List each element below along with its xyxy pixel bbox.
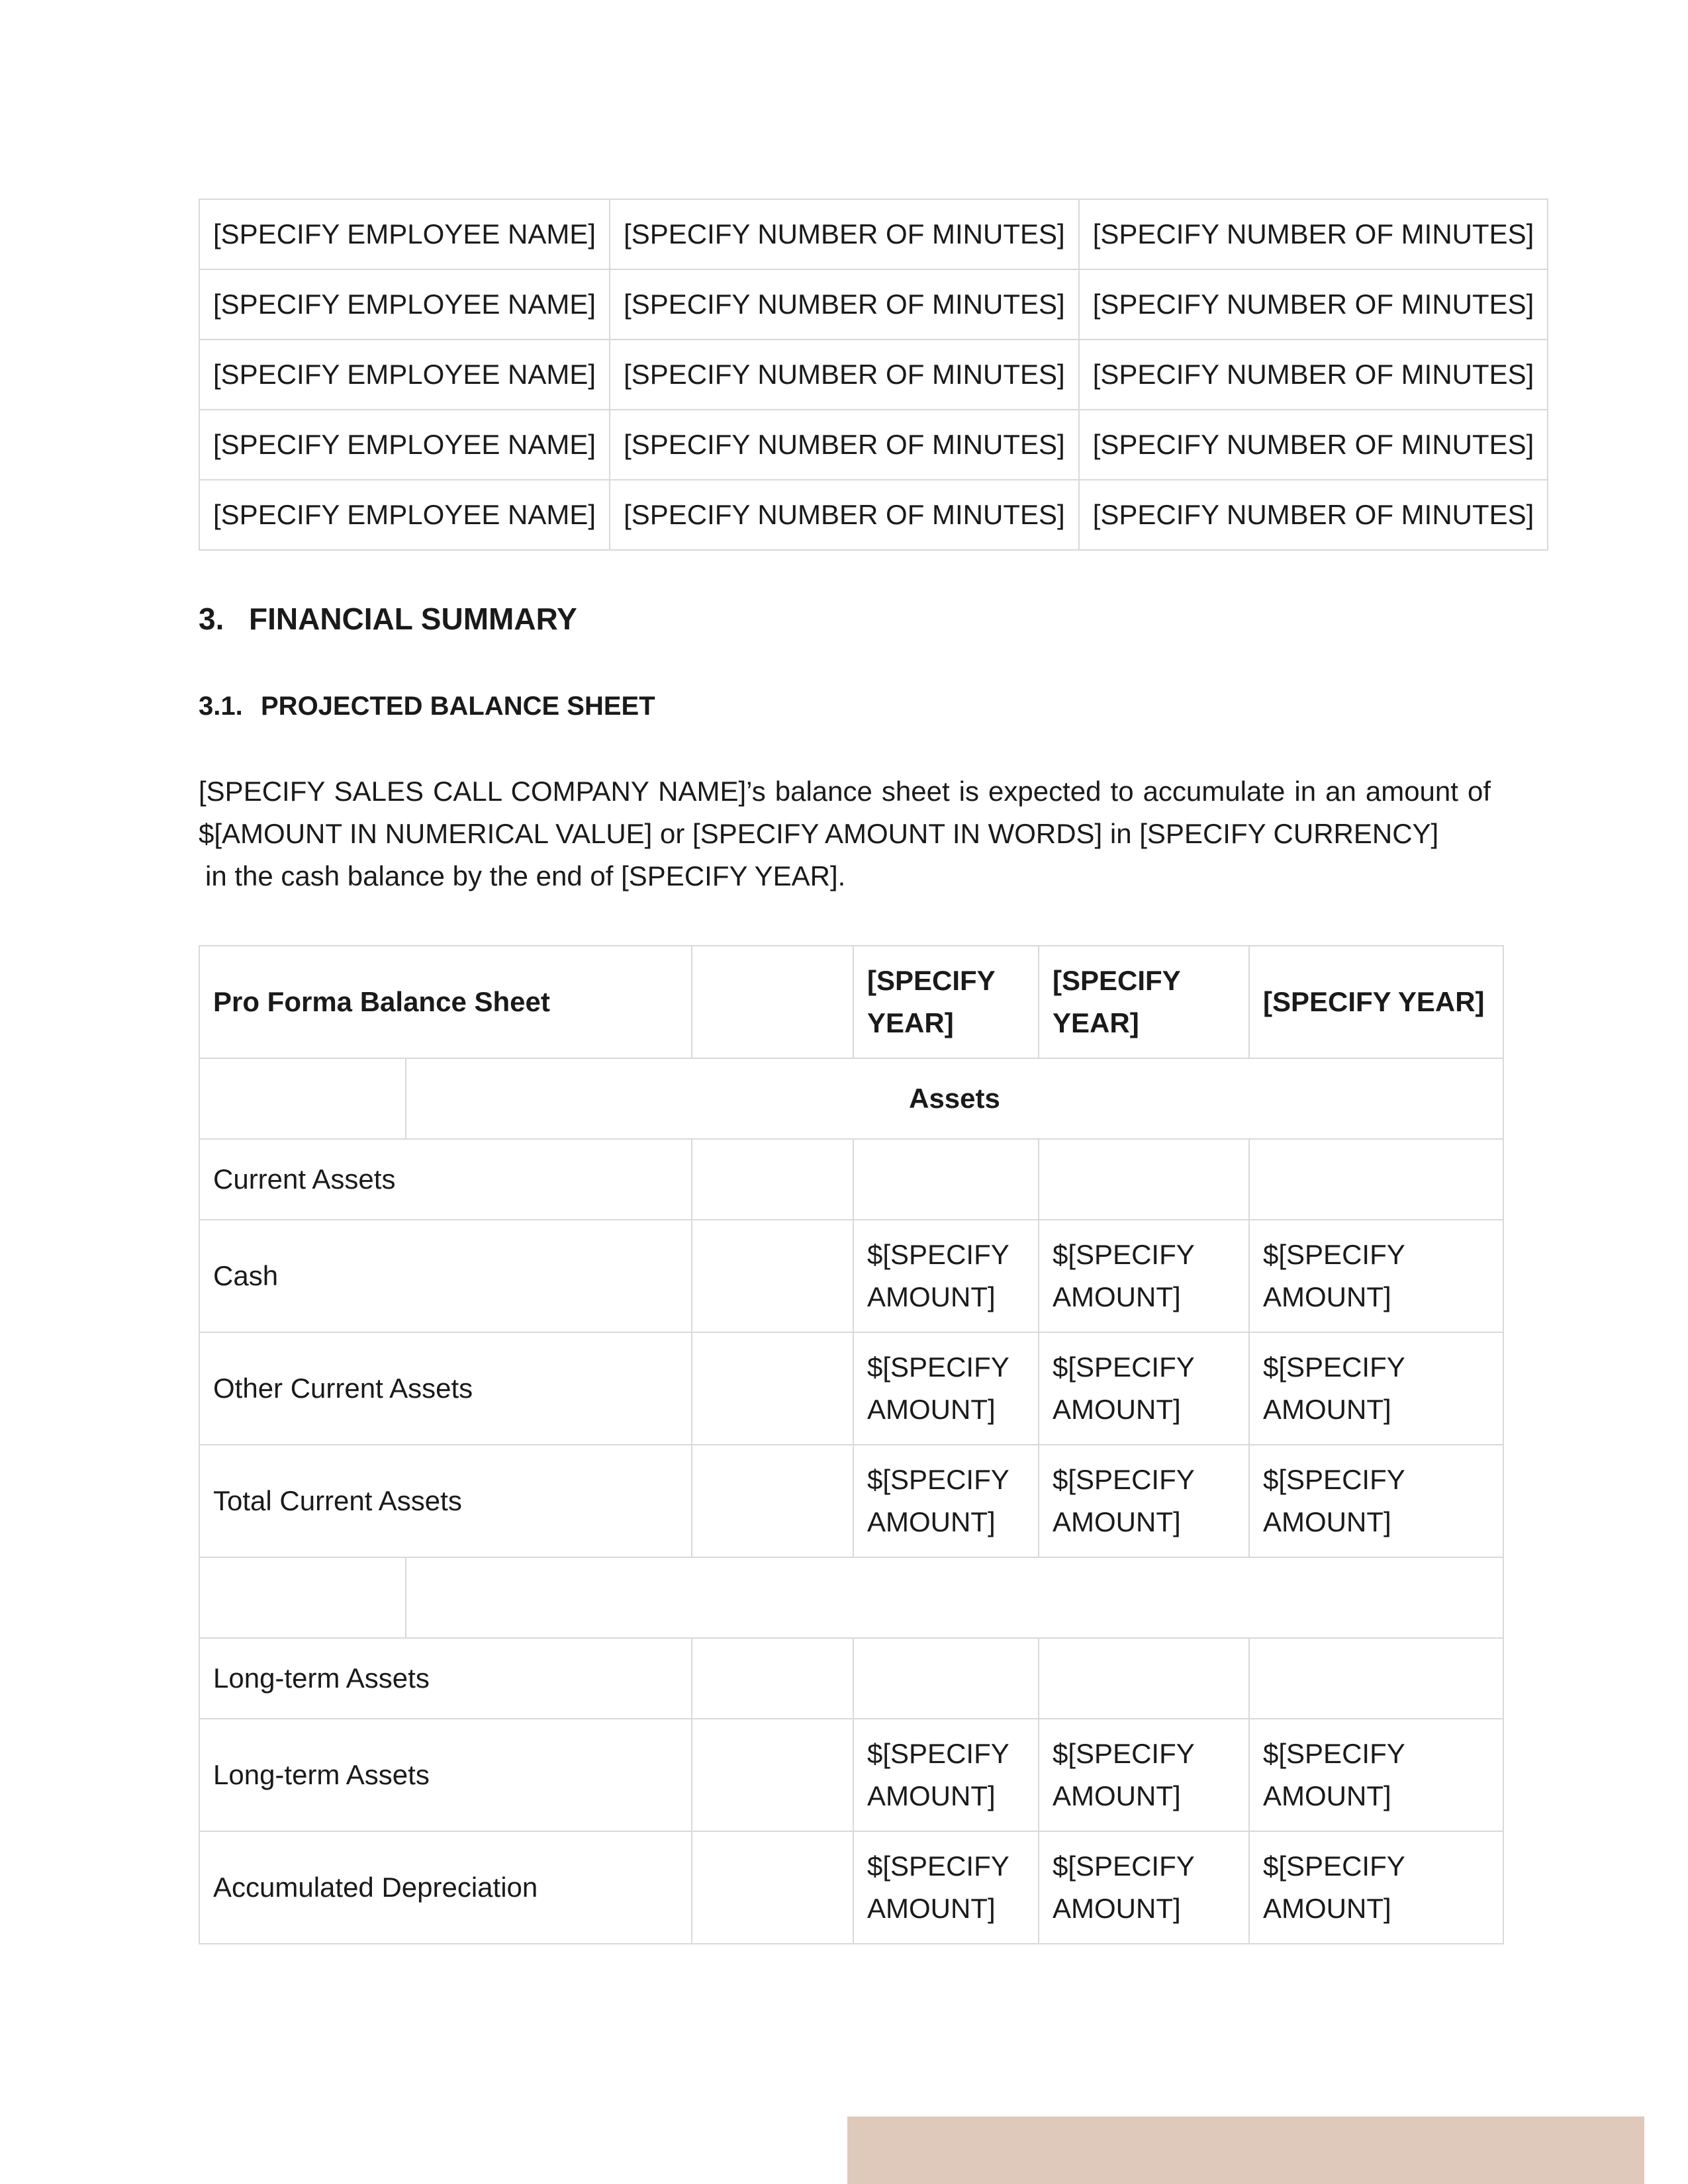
amount-cell: $[SPECIFY AMOUNT] [853, 1220, 1039, 1332]
subsection-number: 3.1. [199, 692, 243, 721]
empty-cell [853, 1638, 1039, 1719]
footer-accent-bar [847, 2116, 1644, 2184]
current-assets-heading: Current Assets [199, 1139, 692, 1220]
amount-cell: $[SPECIFY AMOUNT] [1039, 1332, 1249, 1445]
minutes-cell: [SPECIFY NUMBER OF MINUTES] [1079, 340, 1548, 410]
balance-sheet-title: Pro Forma Balance Sheet [199, 946, 692, 1058]
subsection-heading [199, 692, 655, 721]
empty-cell [199, 1058, 406, 1139]
empty-cell [406, 1557, 1503, 1638]
paragraph-line: $[AMOUNT IN NUMERICAL VALUE] or [SPECIFY AMOUNT IN WORDS] in [SPECIFY CURRENCY] [199, 818, 1439, 849]
paragraph-line: [SPECIFY SALES CALL COMPANY NAME]’s balance sheet is expected to accumulate in an amount of [199, 776, 1491, 807]
row-label: Total Current Assets [199, 1445, 692, 1557]
employee-name-cell: [SPECIFY EMPLOYEE NAME] [199, 340, 610, 410]
empty-cell [692, 1332, 853, 1445]
spacer-row [199, 1557, 1503, 1638]
table-row [199, 199, 1548, 269]
table-row [199, 1638, 1503, 1719]
empty-cell [853, 1139, 1039, 1220]
amount-cell: $[SPECIFY AMOUNT] [1249, 1332, 1503, 1445]
empty-cell [692, 1831, 853, 1944]
employee-name-cell: [SPECIFY EMPLOYEE NAME] [199, 199, 610, 269]
table-row [199, 480, 1548, 550]
subsection-title: PROJECTED BALANCE SHEET [261, 692, 655, 721]
table-row [199, 1445, 1503, 1557]
year-header: [SPECIFY YEAR] [1039, 946, 1249, 1058]
section-number: 3. [199, 602, 224, 636]
balance-sheet-paragraph [199, 770, 1491, 897]
amount-cell: $[SPECIFY AMOUNT] [1039, 1831, 1249, 1944]
empty-cell [1039, 1638, 1249, 1719]
section-heading [199, 601, 577, 637]
minutes-cell: [SPECIFY NUMBER OF MINUTES] [1079, 410, 1548, 480]
empty-cell [692, 1220, 853, 1332]
table-row [199, 269, 1548, 340]
year-header: [SPECIFY YEAR] [1249, 946, 1503, 1058]
amount-cell: $[SPECIFY AMOUNT] [1039, 1719, 1249, 1831]
row-label: Accumulated Depreciation [199, 1831, 692, 1944]
minutes-cell: [SPECIFY NUMBER OF MINUTES] [610, 340, 1079, 410]
empty-cell [692, 1719, 853, 1831]
amount-cell: $[SPECIFY AMOUNT] [1249, 1445, 1503, 1557]
table-row [199, 1220, 1503, 1332]
employee-minutes-table [199, 199, 1548, 551]
empty-cell [692, 1139, 853, 1220]
empty-cell [692, 1445, 853, 1557]
table-row [199, 1332, 1503, 1445]
minutes-cell: [SPECIFY NUMBER OF MINUTES] [610, 410, 1079, 480]
amount-cell: $[SPECIFY AMOUNT] [1039, 1445, 1249, 1557]
amount-cell: $[SPECIFY AMOUNT] [853, 1332, 1039, 1445]
empty-cell [692, 1638, 853, 1719]
amount-cell: $[SPECIFY AMOUNT] [1249, 1220, 1503, 1332]
amount-cell: $[SPECIFY AMOUNT] [1039, 1220, 1249, 1332]
amount-cell: $[SPECIFY AMOUNT] [1249, 1719, 1503, 1831]
year-header: [SPECIFY YEAR] [853, 946, 1039, 1058]
table-row [199, 410, 1548, 480]
long-term-assets-heading: Long-term Assets [199, 1638, 692, 1719]
amount-cell: $[SPECIFY AMOUNT] [853, 1719, 1039, 1831]
minutes-cell: [SPECIFY NUMBER OF MINUTES] [1079, 199, 1548, 269]
empty-cell [1249, 1638, 1503, 1719]
section-title: FINANCIAL SUMMARY [249, 602, 577, 636]
minutes-cell: [SPECIFY NUMBER OF MINUTES] [610, 269, 1079, 340]
empty-cell [199, 1557, 406, 1638]
amount-cell: $[SPECIFY AMOUNT] [1249, 1831, 1503, 1944]
table-header-row [199, 946, 1503, 1058]
employee-name-cell: [SPECIFY EMPLOYEE NAME] [199, 410, 610, 480]
empty-cell [1249, 1139, 1503, 1220]
minutes-cell: [SPECIFY NUMBER OF MINUTES] [610, 199, 1079, 269]
empty-cell [1039, 1139, 1249, 1220]
table-row [199, 1139, 1503, 1220]
table-row [199, 1831, 1503, 1944]
employee-name-cell: [SPECIFY EMPLOYEE NAME] [199, 480, 610, 550]
assets-heading: Assets [406, 1058, 1503, 1139]
empty-cell [692, 946, 853, 1058]
row-label: Long-term Assets [199, 1719, 692, 1831]
table-row [199, 340, 1548, 410]
minutes-cell: [SPECIFY NUMBER OF MINUTES] [1079, 480, 1548, 550]
balance-sheet-table [199, 945, 1504, 1944]
employee-name-cell: [SPECIFY EMPLOYEE NAME] [199, 269, 610, 340]
assets-heading-row [199, 1058, 1503, 1139]
minutes-cell: [SPECIFY NUMBER OF MINUTES] [1079, 269, 1548, 340]
row-label: Cash [199, 1220, 692, 1332]
paragraph-line: in the cash balance by the end of [SPECIFY YEAR]. [205, 860, 846, 891]
amount-cell: $[SPECIFY AMOUNT] [853, 1445, 1039, 1557]
minutes-cell: [SPECIFY NUMBER OF MINUTES] [610, 480, 1079, 550]
row-label: Other Current Assets [199, 1332, 692, 1445]
amount-cell: $[SPECIFY AMOUNT] [853, 1831, 1039, 1944]
table-row [199, 1719, 1503, 1831]
